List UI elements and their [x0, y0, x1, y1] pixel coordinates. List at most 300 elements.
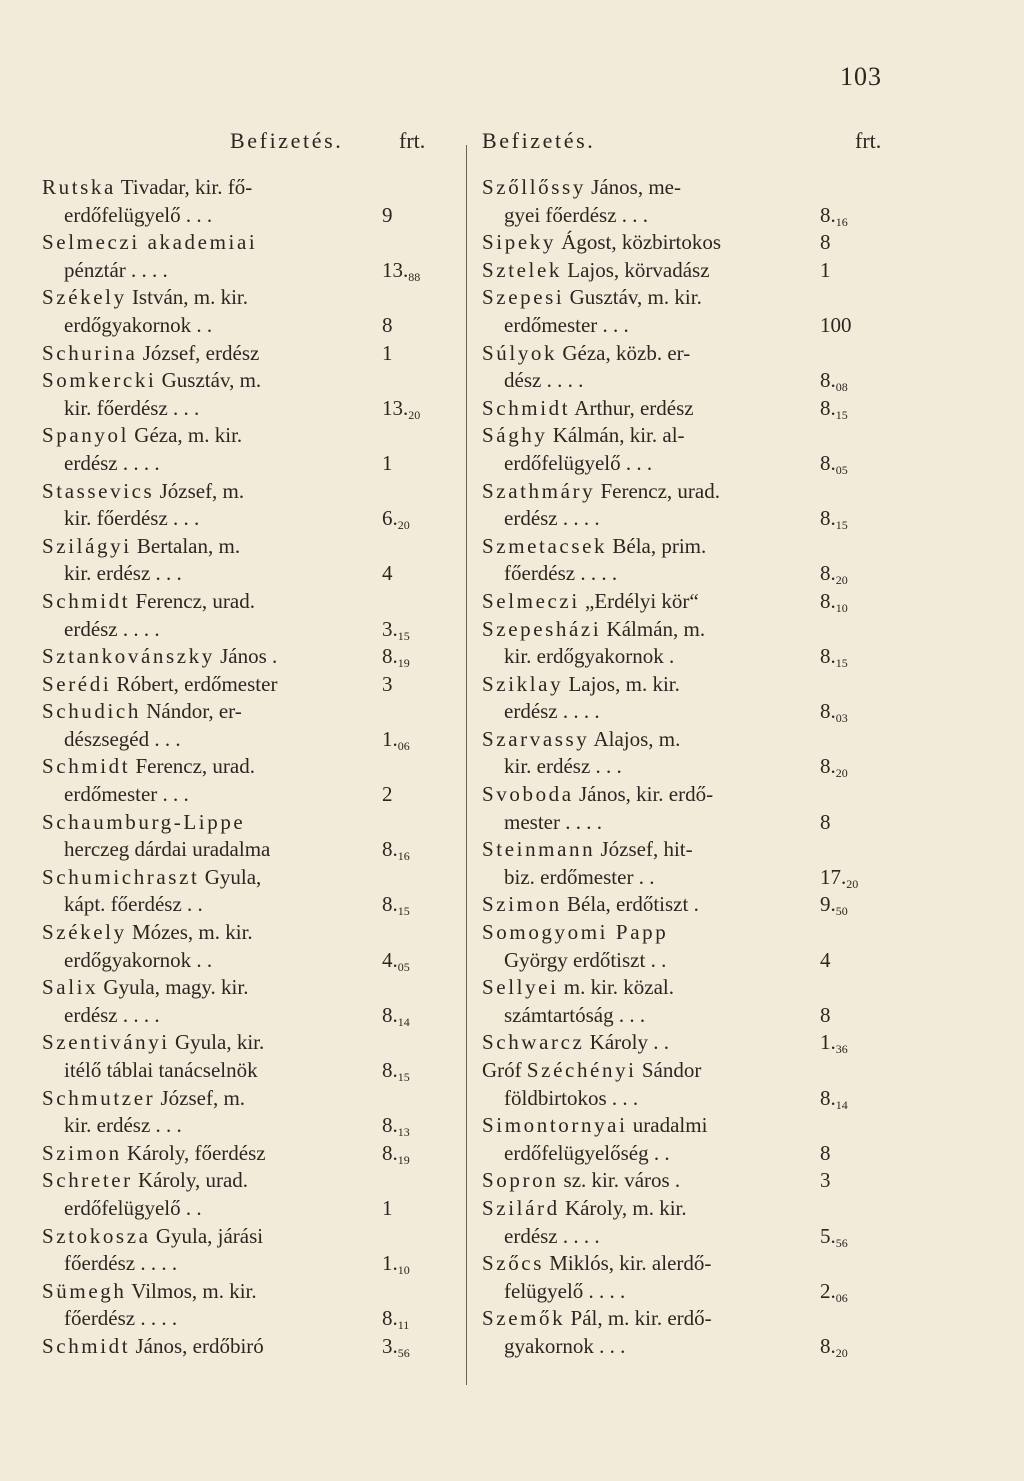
entry-line	[482, 1085, 902, 1113]
right-column	[482, 128, 902, 1361]
entry-description: számtartóság . . .	[504, 1002, 646, 1027]
entry-text	[42, 1167, 248, 1195]
entry-line	[482, 919, 902, 947]
entry-line	[482, 229, 902, 257]
entry-amount	[820, 1029, 848, 1057]
entry-line	[482, 588, 902, 616]
amount-fraction: 15	[397, 1070, 410, 1084]
entry-line	[42, 919, 462, 947]
entry-description: János, erdőbiró	[130, 1333, 264, 1358]
entry-amount	[820, 753, 848, 781]
entry-description: József, hit-	[595, 837, 693, 862]
entry-description: József, m.	[155, 1085, 246, 1110]
entry-amount	[382, 1305, 409, 1333]
entry-line	[482, 671, 902, 699]
entry-line	[42, 1085, 462, 1113]
entry-text	[42, 1223, 263, 1251]
entry-description: György erdőtiszt . .	[504, 947, 667, 972]
entry-text	[504, 202, 648, 230]
entry-line	[482, 422, 902, 450]
entry-name: Szepesi	[482, 285, 565, 310]
amount-fraction: 15	[397, 904, 410, 919]
column-divider	[466, 145, 467, 1385]
entry-amount	[820, 560, 848, 588]
entry-text	[64, 891, 203, 919]
entry-text	[64, 616, 160, 644]
entry-text	[482, 726, 680, 754]
entry-text	[482, 891, 699, 919]
entry-line	[482, 202, 902, 230]
amount-whole: 8.	[820, 699, 836, 724]
entry-text	[42, 229, 257, 257]
entry-text	[504, 947, 666, 975]
amount-whole: 8.	[382, 1140, 398, 1165]
entry-line	[42, 1140, 462, 1168]
entry-text	[482, 422, 685, 450]
entry-description: Kálmán, kir. al-	[547, 423, 685, 448]
entry-line	[42, 753, 462, 781]
entry-line	[42, 1223, 462, 1251]
entry-amount	[820, 1333, 848, 1361]
entry-description: kir. főerdész . . .	[64, 395, 200, 420]
entry-line	[482, 560, 902, 588]
entry-name: Sziklay	[482, 671, 564, 696]
amount-fraction: 88	[408, 269, 421, 284]
entry-description: József, m.	[154, 478, 245, 503]
amount-whole: 8.	[382, 1306, 398, 1331]
amount-whole: 8.	[382, 1058, 398, 1082]
entry-amount	[382, 671, 393, 699]
entry-line	[482, 781, 902, 809]
entry-line	[42, 1057, 462, 1085]
entry-line	[42, 450, 462, 478]
entry-text	[42, 753, 255, 781]
entry-description: kápt. főerdész . .	[64, 892, 203, 917]
entry-description: sz. kir. város .	[558, 1168, 681, 1193]
entry-text	[42, 1140, 266, 1168]
entry-line	[482, 616, 902, 644]
amount-whole: 8	[820, 230, 831, 255]
entry-amount	[382, 450, 393, 478]
entry-description: főerdész . . . .	[64, 1251, 178, 1276]
entry-amount	[382, 257, 420, 285]
entry-description: Béla, erdőtiszt .	[561, 892, 699, 917]
entry-description: Miklós, kir. alerdő-	[544, 1251, 712, 1276]
entry-amount	[820, 229, 831, 257]
amount-whole: 8.	[820, 368, 836, 393]
entry-amount	[382, 1140, 410, 1168]
entry-text	[482, 229, 721, 257]
entry-text	[64, 450, 160, 478]
entry-line	[42, 478, 462, 506]
entry-line	[42, 340, 462, 368]
entry-line	[42, 1029, 462, 1057]
entry-description: kir. erdész . . .	[64, 561, 182, 586]
entry-line	[482, 478, 902, 506]
entry-line	[482, 367, 902, 395]
entry-description: „Erdélyi kör“	[579, 588, 699, 613]
entry-description: Károly, főerdész	[121, 1140, 266, 1165]
amount-fraction: 14	[397, 1014, 410, 1029]
entry-name: Serédi	[42, 671, 112, 696]
amount-whole: 2.	[820, 1278, 836, 1303]
entry-line	[42, 809, 462, 837]
entry-text	[482, 836, 693, 864]
entry-description: kir. főerdész . . .	[64, 506, 200, 531]
entry-line	[482, 643, 902, 671]
entry-description: erdőfelügyelő . .	[64, 1195, 202, 1220]
entry-name: Schudich	[42, 699, 141, 724]
amount-fraction: 10	[835, 600, 848, 615]
entry-text	[482, 919, 668, 947]
amount-fraction: 20	[835, 573, 848, 588]
entry-description: Bertalan, m.	[131, 533, 241, 558]
entry-name: Schmidt	[42, 588, 131, 613]
entry-amount	[820, 891, 848, 919]
entry-line	[482, 1278, 902, 1306]
entry-text	[482, 340, 690, 368]
left-header-title: Befizetés.	[230, 128, 344, 153]
entry-line	[42, 367, 462, 395]
entry-line	[482, 533, 902, 561]
entry-text	[42, 422, 242, 450]
entry-name: Szmetacsek	[482, 533, 608, 558]
entry-name: Szarvassy	[482, 726, 590, 751]
amount-whole: 8.	[382, 1113, 398, 1138]
entry-amount	[820, 367, 848, 395]
entry-amount	[382, 781, 393, 809]
entry-text	[64, 726, 181, 754]
entry-name: Széchényi	[526, 1058, 637, 1082]
entry-description: Kálmán, m.	[601, 616, 706, 641]
entry-description: Pál, m. kir. erdő-	[565, 1306, 712, 1331]
entry-description: Tivadar, kir. fő-	[115, 175, 253, 199]
entry-name: Stassevics	[42, 478, 155, 503]
entry-description: kir. erdész . . .	[504, 754, 622, 779]
entry-name: Schaumburg-Lippe	[42, 809, 246, 834]
entry-line	[42, 671, 462, 699]
amount-whole: 4	[382, 561, 393, 586]
entry-text	[64, 505, 199, 533]
amount-whole: 8.	[382, 644, 398, 669]
entry-text	[64, 1195, 202, 1223]
amount-fraction: 11	[397, 1318, 410, 1333]
entry-text	[504, 809, 602, 837]
entry-description: pénztár . . . .	[64, 257, 168, 282]
entry-line	[42, 174, 462, 202]
entry-text	[504, 505, 600, 533]
entry-description: Mózes, m. kir.	[126, 920, 253, 945]
entry-amount	[820, 450, 848, 478]
amount-whole: 6.	[382, 506, 398, 531]
entry-description: erdész . . . .	[504, 1223, 600, 1248]
entry-line	[42, 974, 462, 1002]
amount-whole: 8	[820, 809, 831, 834]
entry-text	[42, 533, 240, 561]
entry-amount	[382, 616, 410, 644]
amount-whole: 3	[382, 671, 393, 696]
entry-line	[482, 1167, 902, 1195]
amount-fraction: 15	[835, 518, 848, 533]
entry-text	[504, 1002, 645, 1030]
amount-fraction: 19	[397, 656, 410, 671]
amount-fraction: 19	[397, 1152, 410, 1167]
amount-fraction: 13	[397, 1125, 410, 1140]
entry-line	[482, 974, 902, 1002]
entry-description: főerdész . . . .	[504, 561, 618, 586]
entry-line	[42, 947, 462, 975]
entry-description: Károly . .	[584, 1030, 669, 1055]
entry-line	[482, 340, 902, 368]
entry-description: Károly, urad.	[132, 1168, 249, 1193]
amount-fraction: 20	[397, 518, 410, 533]
entry-line	[42, 505, 462, 533]
amount-whole: 13.	[382, 257, 409, 282]
entry-text	[64, 1057, 258, 1085]
entry-amount	[382, 643, 410, 671]
amount-whole: 8	[820, 1002, 831, 1027]
entry-amount	[382, 202, 393, 230]
entry-description: erdész . . . .	[64, 450, 160, 475]
entry-description: dész . . . .	[504, 368, 584, 393]
entry-line	[42, 1167, 462, 1195]
entry-line	[482, 1140, 902, 1168]
entry-description: Sándor	[636, 1058, 702, 1082]
entry-amount	[382, 1112, 410, 1140]
amount-whole: 3	[820, 1168, 831, 1193]
entry-line	[42, 781, 462, 809]
entry-name: Sztokosza	[42, 1223, 151, 1248]
entry-description: erdőfelügyelő . . .	[504, 450, 653, 475]
entry-text	[504, 560, 617, 588]
entry-amount	[820, 1085, 848, 1113]
entry-name: Schmidt	[42, 1333, 131, 1358]
entry-name: Salix	[42, 975, 99, 1000]
amount-whole: 8.	[820, 1333, 836, 1358]
entry-line	[42, 588, 462, 616]
entry-text	[42, 974, 248, 1002]
amount-fraction: 20	[835, 766, 848, 781]
entry-text	[482, 1250, 711, 1278]
left-entries	[42, 174, 462, 1361]
entry-name: Szőcs	[482, 1251, 544, 1276]
entry-description: Gróf	[482, 1058, 527, 1082]
entry-text	[64, 312, 212, 340]
entry-description: kir. erdész . . .	[64, 1113, 182, 1138]
entry-line	[482, 1112, 902, 1140]
entry-line	[42, 533, 462, 561]
amount-whole: 8.	[820, 395, 836, 420]
entry-line	[482, 1333, 902, 1361]
entry-name: Szemők	[482, 1306, 566, 1331]
amount-fraction: 15	[835, 407, 848, 422]
amount-whole: 8.	[820, 754, 836, 779]
entry-description: erdőmester . . .	[504, 312, 629, 337]
amount-whole: 1	[820, 257, 831, 282]
entry-name: Sághy	[482, 423, 548, 448]
entry-amount	[820, 1140, 831, 1168]
entry-text	[42, 588, 255, 616]
entry-text	[482, 616, 705, 644]
amount-whole: 1	[382, 1195, 393, 1220]
entry-line	[482, 947, 902, 975]
entry-text	[42, 340, 259, 368]
right-column-header	[482, 128, 902, 174]
entry-line	[482, 1029, 902, 1057]
entry-name: Sopron	[482, 1168, 559, 1193]
entry-line	[42, 422, 462, 450]
entry-line	[42, 257, 462, 285]
entry-name: Schmidt	[42, 754, 131, 779]
entry-name: Sztankovánszky	[42, 644, 215, 669]
entry-line	[482, 284, 902, 312]
entry-amount	[820, 643, 848, 671]
entry-text	[42, 671, 277, 699]
entry-text	[64, 1250, 177, 1278]
entry-amount	[820, 395, 848, 423]
entry-text	[504, 1085, 638, 1113]
amount-whole: 8.	[382, 1002, 398, 1027]
amount-whole: 8.	[820, 506, 836, 531]
entry-description: gyei főerdész . . .	[504, 202, 649, 227]
entry-text	[64, 947, 212, 975]
amount-whole: 1	[382, 450, 393, 475]
entry-name: Szathmáry	[482, 478, 596, 503]
right-header-title: Befizetés.	[482, 128, 596, 153]
entry-text	[42, 1333, 264, 1361]
entry-name: Székely	[42, 285, 127, 310]
entry-line	[482, 836, 902, 864]
entry-name: Selmeczi	[482, 588, 580, 613]
entry-text	[482, 974, 674, 1002]
entry-text	[64, 395, 199, 423]
entry-text	[42, 1029, 264, 1057]
entry-line	[42, 395, 462, 423]
entry-text	[64, 836, 270, 864]
entry-amount	[382, 395, 420, 423]
entry-description: Géza, közb. er-	[557, 340, 691, 365]
entry-line	[482, 1195, 902, 1223]
amount-fraction: 05	[397, 959, 410, 974]
entry-line	[482, 1223, 902, 1251]
entry-description: Nándor, er-	[140, 699, 242, 724]
right-header-unit: frt.	[855, 128, 882, 153]
entry-text	[504, 643, 674, 671]
entry-line	[42, 284, 462, 312]
amount-fraction: 06	[397, 738, 410, 753]
entry-text	[42, 1278, 257, 1306]
entry-line	[42, 560, 462, 588]
entry-description: gyakornok . . .	[504, 1333, 626, 1358]
entry-line	[42, 643, 462, 671]
left-column-header	[42, 128, 462, 174]
entry-line	[482, 698, 902, 726]
entry-amount	[382, 1002, 410, 1030]
entry-text	[42, 864, 261, 892]
entry-amount	[820, 257, 831, 285]
left-header-unit: frt.	[399, 128, 426, 153]
entry-text	[482, 1029, 669, 1057]
entry-description: Gyula, járási	[150, 1223, 264, 1248]
entry-name: Schmidt	[482, 395, 571, 420]
amount-fraction: 20	[408, 407, 421, 422]
entry-text	[482, 1112, 707, 1140]
amount-whole: 4	[820, 947, 831, 972]
entry-text	[42, 1085, 245, 1113]
entry-amount	[382, 1333, 410, 1361]
amount-whole: 100	[820, 312, 852, 337]
entry-line	[42, 864, 462, 892]
entry-text	[42, 284, 248, 312]
entry-description: Ferencz, urad.	[595, 478, 720, 503]
entry-text	[64, 1305, 177, 1333]
entry-text	[504, 312, 629, 340]
amount-whole: 8	[382, 312, 393, 337]
entry-line	[42, 1278, 462, 1306]
entry-line	[482, 726, 902, 754]
entry-description: János .	[214, 644, 278, 669]
amount-whole: 3.	[382, 616, 398, 641]
entry-line	[42, 1250, 462, 1278]
entry-name: Szőllőssy	[482, 175, 586, 199]
entry-amount	[382, 505, 410, 533]
entry-line	[482, 1057, 902, 1085]
entry-line	[482, 864, 902, 892]
entry-name: Sipeky	[482, 230, 556, 255]
entry-line	[482, 174, 902, 202]
entry-text	[64, 1112, 182, 1140]
entry-amount	[382, 836, 410, 864]
entry-description: erdőfelügyelő . . .	[64, 202, 213, 227]
entry-description: erdész . . . .	[64, 616, 160, 641]
entry-text	[42, 367, 261, 395]
amount-whole: 9.	[820, 892, 836, 917]
entry-description: Gusztáv, m.	[156, 368, 262, 393]
entry-amount	[382, 947, 410, 975]
entry-text	[482, 1195, 687, 1223]
entry-description: uradalmi	[627, 1113, 708, 1138]
entry-amount	[382, 891, 410, 919]
amount-fraction: 50	[835, 904, 848, 919]
entry-text	[42, 478, 244, 506]
entry-amount	[382, 560, 393, 588]
entry-name: Rutska	[42, 175, 116, 199]
amount-whole: 8	[820, 1140, 831, 1165]
entry-name: Szilágyi	[42, 533, 132, 558]
entry-name: Steinmann	[482, 837, 596, 862]
entry-name: Sümegh	[42, 1278, 127, 1303]
amount-whole: 5.	[820, 1223, 836, 1248]
amount-fraction: 03	[835, 711, 848, 726]
entry-description: Róbert, erdőmester	[111, 671, 278, 696]
entry-name: Svoboda	[482, 782, 574, 807]
entry-text	[42, 698, 242, 726]
entry-amount	[820, 1167, 831, 1195]
amount-fraction: 16	[397, 849, 410, 864]
entry-line	[482, 505, 902, 533]
entry-text	[504, 753, 622, 781]
entry-description: Ferencz, urad.	[130, 588, 255, 613]
entry-line	[42, 616, 462, 644]
entry-line	[482, 312, 902, 340]
entry-amount	[820, 698, 848, 726]
amount-whole: 17.	[820, 864, 847, 889]
entry-description: főerdész . . . .	[64, 1306, 178, 1331]
amount-fraction: 10	[397, 1263, 410, 1278]
entry-name: Schwarcz	[482, 1030, 585, 1055]
entry-text	[482, 478, 720, 506]
entry-description: János, me-	[585, 175, 681, 199]
